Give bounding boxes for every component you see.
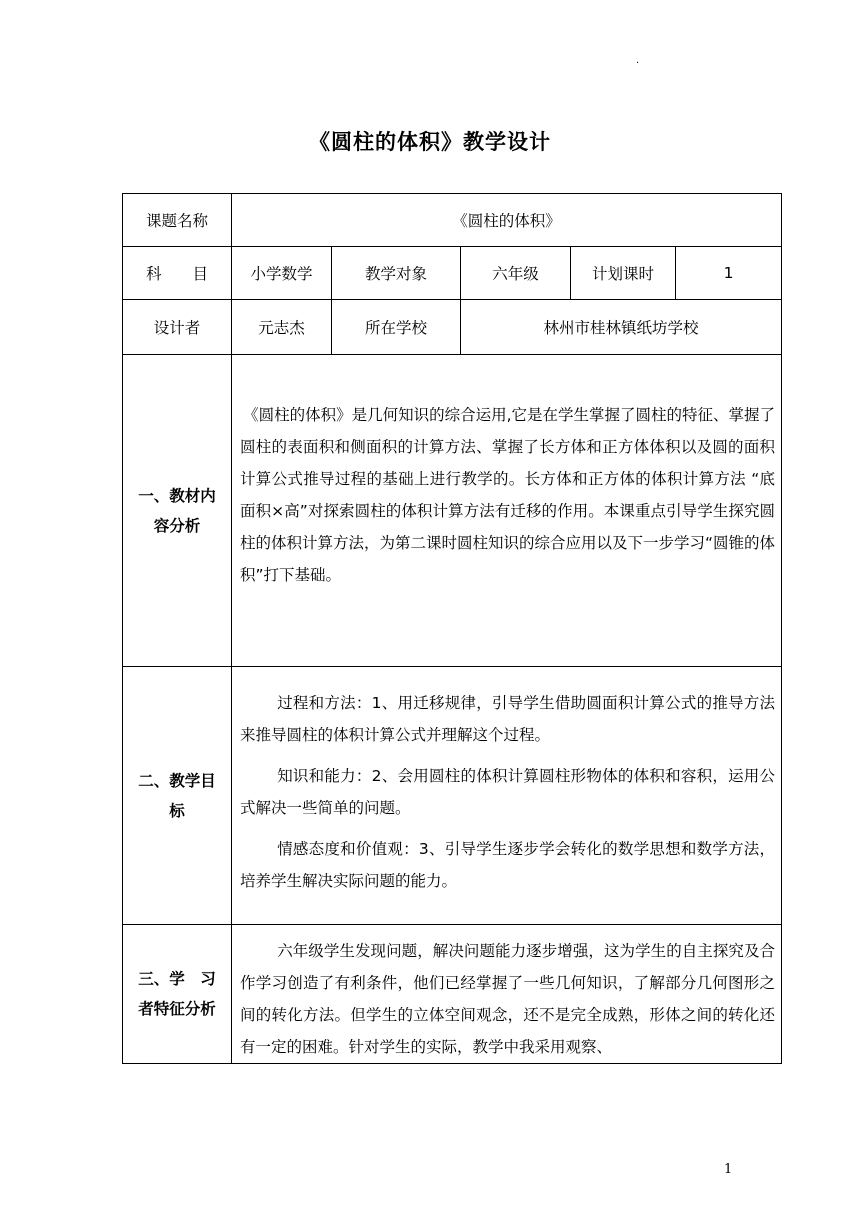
audience-label: 教学对象 bbox=[332, 247, 461, 300]
section-2-content bbox=[232, 667, 782, 925]
topic-value: 《圆柱的体积》 bbox=[232, 194, 782, 247]
section-3-content bbox=[232, 925, 782, 1064]
page-number: 1 bbox=[724, 1162, 733, 1177]
section-1-row bbox=[123, 355, 782, 667]
school-label: 所在学校 bbox=[332, 300, 461, 355]
topic-row bbox=[123, 194, 782, 247]
designer-value: 元志杰 bbox=[232, 300, 332, 355]
subject-value: 小学数学 bbox=[232, 247, 332, 300]
section-3-row bbox=[123, 925, 782, 1064]
section-2-paragraph-3: 情感态度和价值观：3、引导学生逐步学会转化的数学思想和数学方法，培养学生解决实际问题的能力。 bbox=[240, 840, 776, 890]
section-1-label-text: 一、教材内容分析 bbox=[138, 486, 216, 535]
section-1-label bbox=[123, 355, 232, 667]
section-1-content bbox=[232, 355, 782, 667]
section-2-paragraph-2: 知识和能力：2、会用圆柱的体积计算圆柱形物体的体积和容积，运用公式解决一些简单的问题。 bbox=[240, 767, 776, 817]
subject-row bbox=[123, 247, 782, 300]
designer-row bbox=[123, 300, 782, 355]
document-title: 《圆柱的体积》教学设计 bbox=[309, 130, 551, 154]
subject-label: 科 目 bbox=[123, 247, 232, 300]
hours-label: 计划课时 bbox=[571, 247, 676, 300]
header-dot: · bbox=[636, 58, 640, 69]
lesson-plan-table bbox=[122, 193, 782, 1064]
section-2-row bbox=[123, 667, 782, 925]
audience-value: 六年级 bbox=[461, 247, 571, 300]
school-value: 林州市桂林镇纸坊学校 bbox=[461, 300, 782, 355]
topic-label: 课题名称 bbox=[123, 194, 232, 247]
section-2-label bbox=[123, 667, 232, 925]
hours-value: 1 bbox=[676, 247, 782, 300]
section-3-text: 六年级学生发现问题，解决问题能力逐步增强，这为学生的自主探究及合作学习创造了有利条件，他们已经掌握了一些几何知识，了解部分几何图形之间的转化方法。但学生的立体空间观念，还不是完全成熟，形体之间的转化还有一定的困难。针对学生的实际，教学中我采用观察、 bbox=[240, 942, 776, 1056]
section-3-label-line-1: 三、学 习 bbox=[138, 970, 216, 988]
designer-label: 设计者 bbox=[123, 300, 232, 355]
section-2-label-text: 二、教学目标 bbox=[138, 771, 216, 820]
section-3-label bbox=[123, 925, 232, 1064]
section-3-label-line-2: 者特征分析 bbox=[138, 1000, 216, 1018]
section-1-text: 《圆柱的体积》是几何知识的综合运用,它是在学生掌握了圆柱的特征、掌握了圆柱的表面积和侧面积的计算方法、掌握了长方体和正方体体积以及圆的面积计算公式推导过程的基础上进行教学的。长方体和正方体的体积计算方法 “底面积×高”对探索圆柱的体积计算方法有迁移的作用。本课重点引导学生探究圆柱的体积计算方法，为第二课时圆柱知识的综合应用以及下一步学习“圆锥的体积”打下基础。 bbox=[240, 406, 776, 584]
section-2-paragraph-1: 过程和方法：1、用迁移规律，引导学生借助圆面积计算公式的推导方法来推导圆柱的体积计算公式并理解这个过程。 bbox=[240, 694, 776, 744]
